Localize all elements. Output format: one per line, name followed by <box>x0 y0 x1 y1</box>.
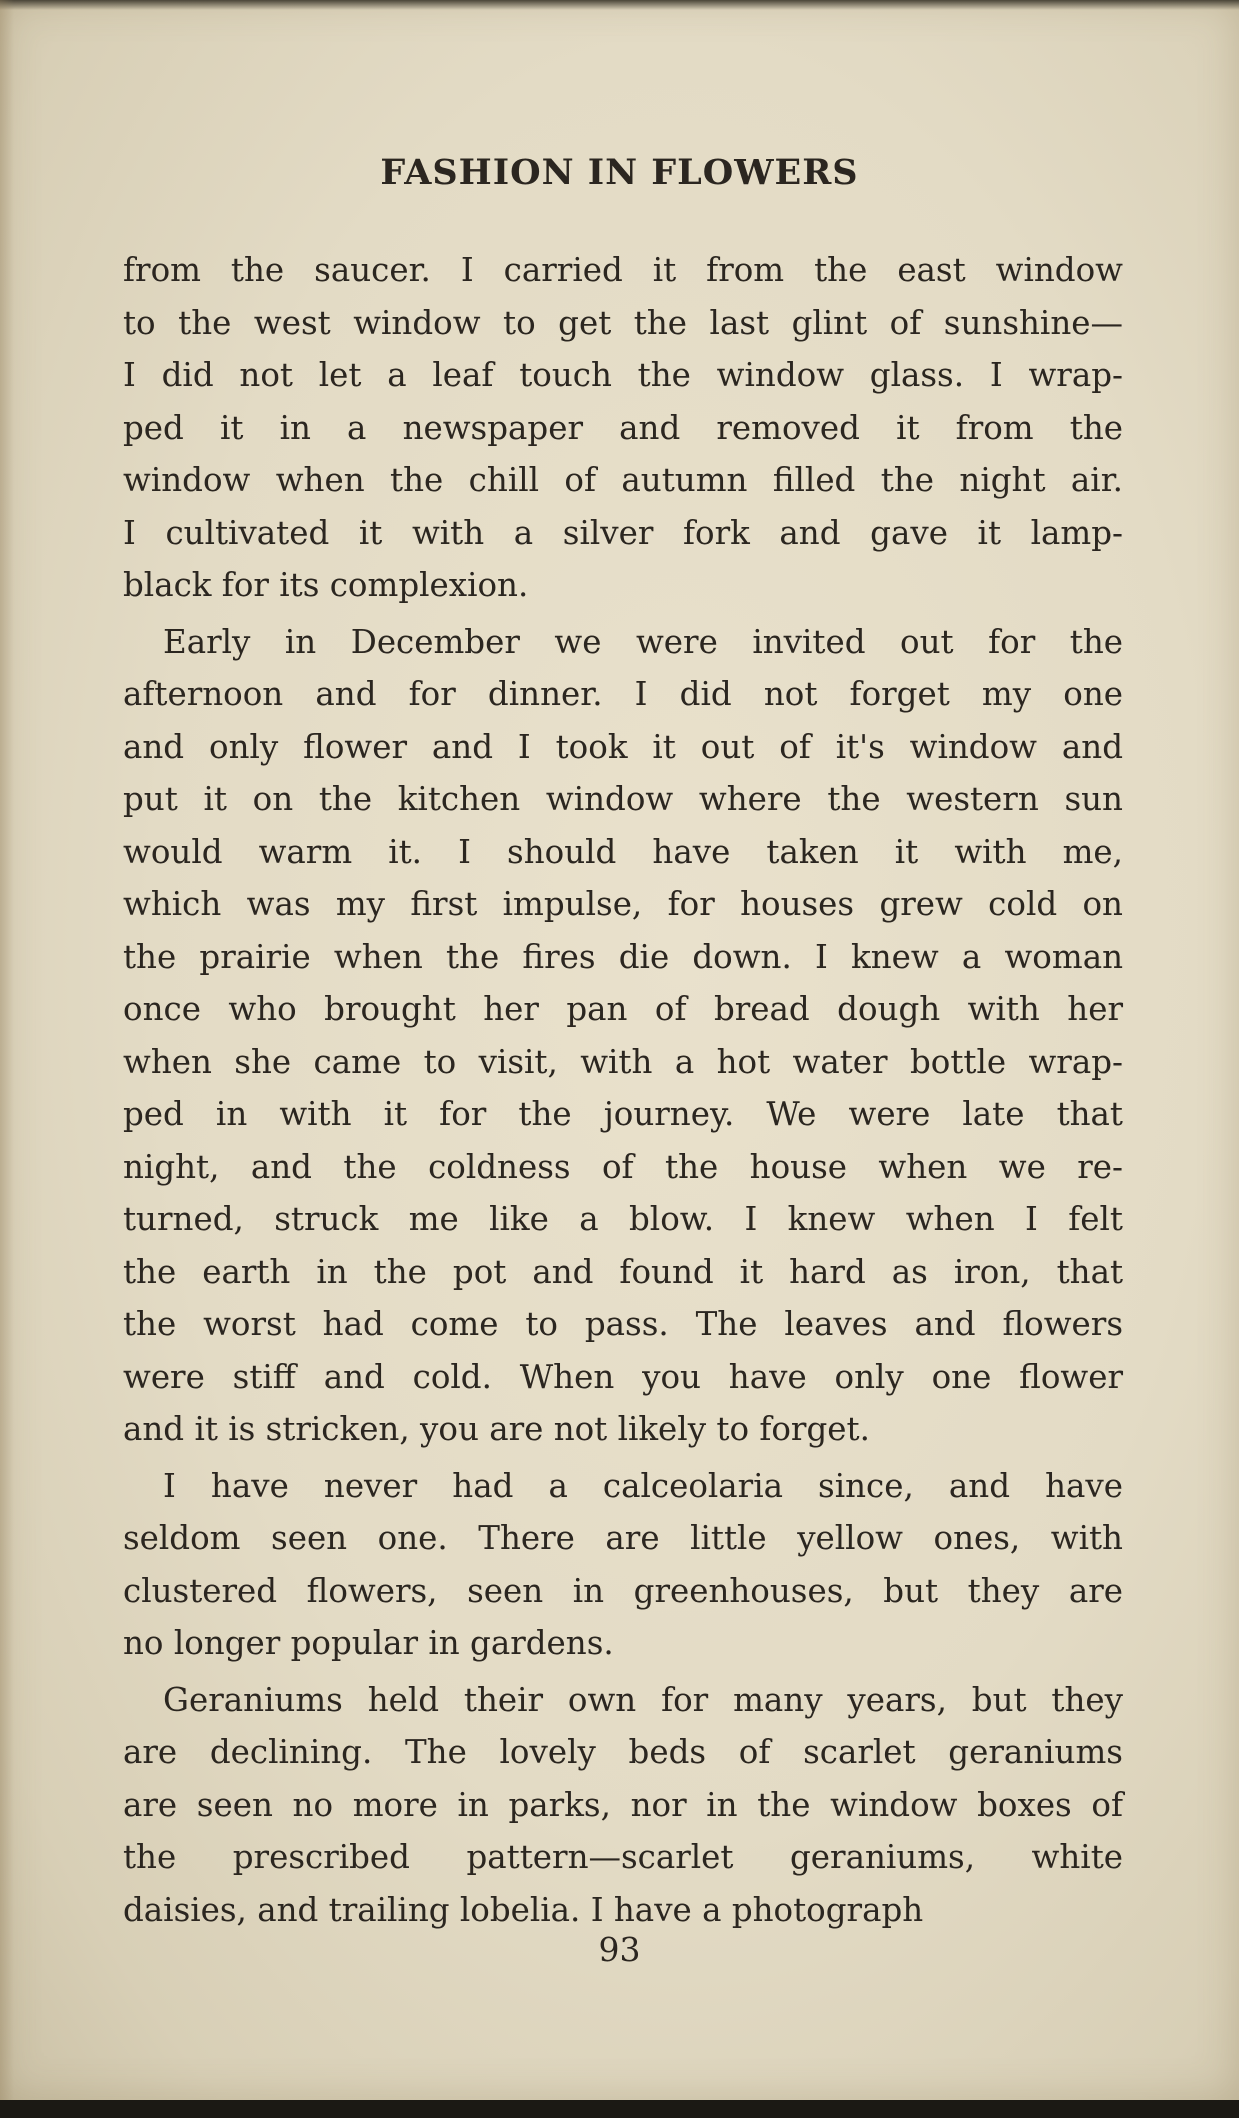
body-text <box>123 244 1123 1936</box>
text-line: I have never had a calceolaria since, and have <box>163 1466 1123 1505</box>
text-line: once who brought her pan of bread dough with her <box>123 990 1123 1028</box>
text-line: black for its complexion. <box>123 566 529 604</box>
text-line: are declining. The lovely beds of scarlet geraniums <box>123 1733 1123 1771</box>
text-line: which was my first impulse, for houses grew cold on <box>123 885 1123 923</box>
text-line: to the west window to get the last glint of sunshine— <box>123 303 1123 342</box>
text-line: and it is stricken, you are not likely to forget. <box>123 1410 870 1448</box>
text-line: afternoon and for dinner. I did not forget my one <box>123 675 1123 713</box>
text-line: turned, struck me like a blow. I knew when I felt <box>123 1200 1123 1238</box>
text-line: were stiff and cold. When you have only one flower <box>123 1357 1123 1396</box>
text-line: ped in with it for the journey. We were late that <box>123 1095 1123 1133</box>
text-line: Early in December we were invited out for the <box>163 622 1123 661</box>
text-line: window when the chill of autumn filled the night air. <box>123 461 1123 499</box>
text-line: put it on the kitchen window where the western sun <box>123 780 1123 818</box>
text-line: are seen no more in parks, nor in the window boxes of <box>123 1785 1123 1824</box>
text-line: the prairie when the fires die down. I knew a woman <box>123 937 1123 976</box>
text-line: the earth in the pot and found it hard as iron, that <box>123 1252 1123 1291</box>
page-bottom-edge <box>0 2100 1239 2118</box>
text-line: Geraniums held their own for many years, but they <box>163 1680 1123 1719</box>
text-line: the worst had come to pass. The leaves and flowers <box>123 1305 1123 1343</box>
text-line: and only flower and I took it out of it's window and <box>123 727 1123 766</box>
text-line: no longer popular in gardens. <box>123 1624 614 1662</box>
page-number: 93 <box>598 1930 641 1969</box>
text-line: seldom seen one. There are little yellow ones, with <box>123 1519 1123 1557</box>
paragraph <box>123 1460 1123 1670</box>
text-line: clustered flowers, seen in greenhouses, but they are <box>123 1571 1123 1610</box>
text-line: from the saucer. I carried it from the east window <box>123 251 1123 289</box>
running-head: FASHION IN FLOWERS <box>380 152 859 193</box>
text-line: I cultivated it with a silver fork and gave it lamp- <box>123 513 1123 552</box>
text-line: the prescribed pattern—scarlet geraniums, white <box>123 1838 1123 1876</box>
paragraph <box>123 1674 1123 1937</box>
paragraph <box>123 244 1123 612</box>
paragraph <box>123 616 1123 1456</box>
text-line: daisies, and trailing lobelia. I have a photograph <box>123 1890 924 1929</box>
page-top-shadow <box>0 0 1239 10</box>
text-line: I did not let a leaf touch the window glass. I wrap- <box>123 356 1123 394</box>
text-line: would warm it. I should have taken it with me, <box>123 832 1123 871</box>
text-line: when she came to visit, with a hot water bottle wrap- <box>123 1042 1123 1081</box>
page-gutter-shadow <box>0 0 14 2100</box>
text-line: night, and the coldness of the house when we re- <box>123 1147 1123 1186</box>
text-line: ped it in a newspaper and removed it from the <box>123 408 1123 447</box>
